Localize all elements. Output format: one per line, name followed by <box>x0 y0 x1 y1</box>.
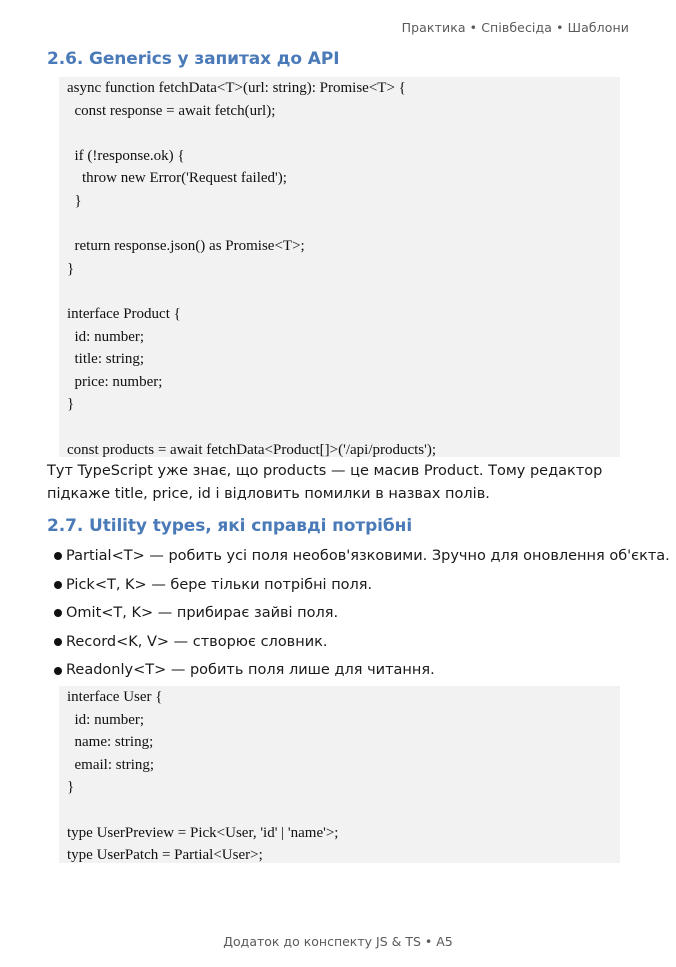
bullet-icon <box>54 609 62 617</box>
code-line: type UserPatch = Partial<User>; <box>67 847 263 864</box>
list-item <box>54 656 670 685</box>
list-item <box>54 542 670 571</box>
list-item <box>54 628 670 657</box>
code-line: const response = await fetch(url); <box>67 102 276 119</box>
utility-types-list <box>54 542 670 685</box>
list-item-text: Pick<T, K> — бере тільки потрібні поля. <box>66 576 373 593</box>
code-line: } <box>67 396 75 413</box>
bullet-icon <box>54 552 62 560</box>
code-line: email: string; <box>67 756 155 773</box>
code-line: async function fetchData<T>(url: string): Promise<T> { <box>67 80 406 96</box>
code-line: name: string; <box>67 734 154 751</box>
list-item-text: Omit<T, K> — прибирає зайві поля. <box>66 605 339 622</box>
code-line: if (!response.ok) { <box>67 147 185 164</box>
code-line: throw new Error('Request failed'); <box>67 170 287 187</box>
list-item-text: Partial<T> — робить усі поля необов'язковими. Зручно для оновлення об'єкта. <box>66 548 670 564</box>
bullet-icon <box>54 667 62 675</box>
code-line: return response.json() as Promise<T>; <box>67 238 305 255</box>
code-line: interface User { <box>67 689 163 705</box>
bullet-icon <box>54 581 62 589</box>
code-line: id: number; <box>67 711 145 728</box>
running-header: Практика • Співбесіда • Шаблони <box>401 20 629 35</box>
code-line: title: string; <box>67 351 145 368</box>
code-line <box>67 280 612 303</box>
list-item <box>54 599 670 628</box>
explanation-paragraph: Тут TypeScript уже знає, що products — це масив Product. Тому редактор підкаже title, price, id і відловить помилки в назвах полів. <box>47 463 603 502</box>
code-line: price: number; <box>67 373 163 390</box>
code-line: } <box>67 779 75 796</box>
code-line: const products = await fetchData<Product[]>('/api/products'); <box>67 441 437 458</box>
code-line: id: number; <box>67 328 145 345</box>
list-item-text: Readonly<T> — робить поля лише для читання. <box>66 662 435 679</box>
section-heading-generics: 2.6. Generics у запитах до API <box>47 49 340 69</box>
section-heading-utility-types: 2.7. Utility types, які справді потрібні <box>47 516 413 536</box>
code-line: interface Product { <box>67 305 181 322</box>
code-block-fetch-data <box>59 77 620 457</box>
running-footer: Додаток до конспекту JS & TS • A5 <box>223 934 453 949</box>
list-item-text: Record<K, V> — створює словник. <box>66 633 328 650</box>
code-line <box>67 122 612 145</box>
code-line <box>67 213 612 236</box>
list-item <box>54 571 670 600</box>
code-line <box>67 799 612 822</box>
code-line: } <box>67 260 75 277</box>
code-line: type UserPreview = Pick<User, 'id' | 'name'>; <box>67 824 339 841</box>
bullet-icon <box>54 638 62 646</box>
code-block-user-types <box>59 686 620 863</box>
code-line: } <box>67 192 82 209</box>
code-line <box>67 416 612 439</box>
